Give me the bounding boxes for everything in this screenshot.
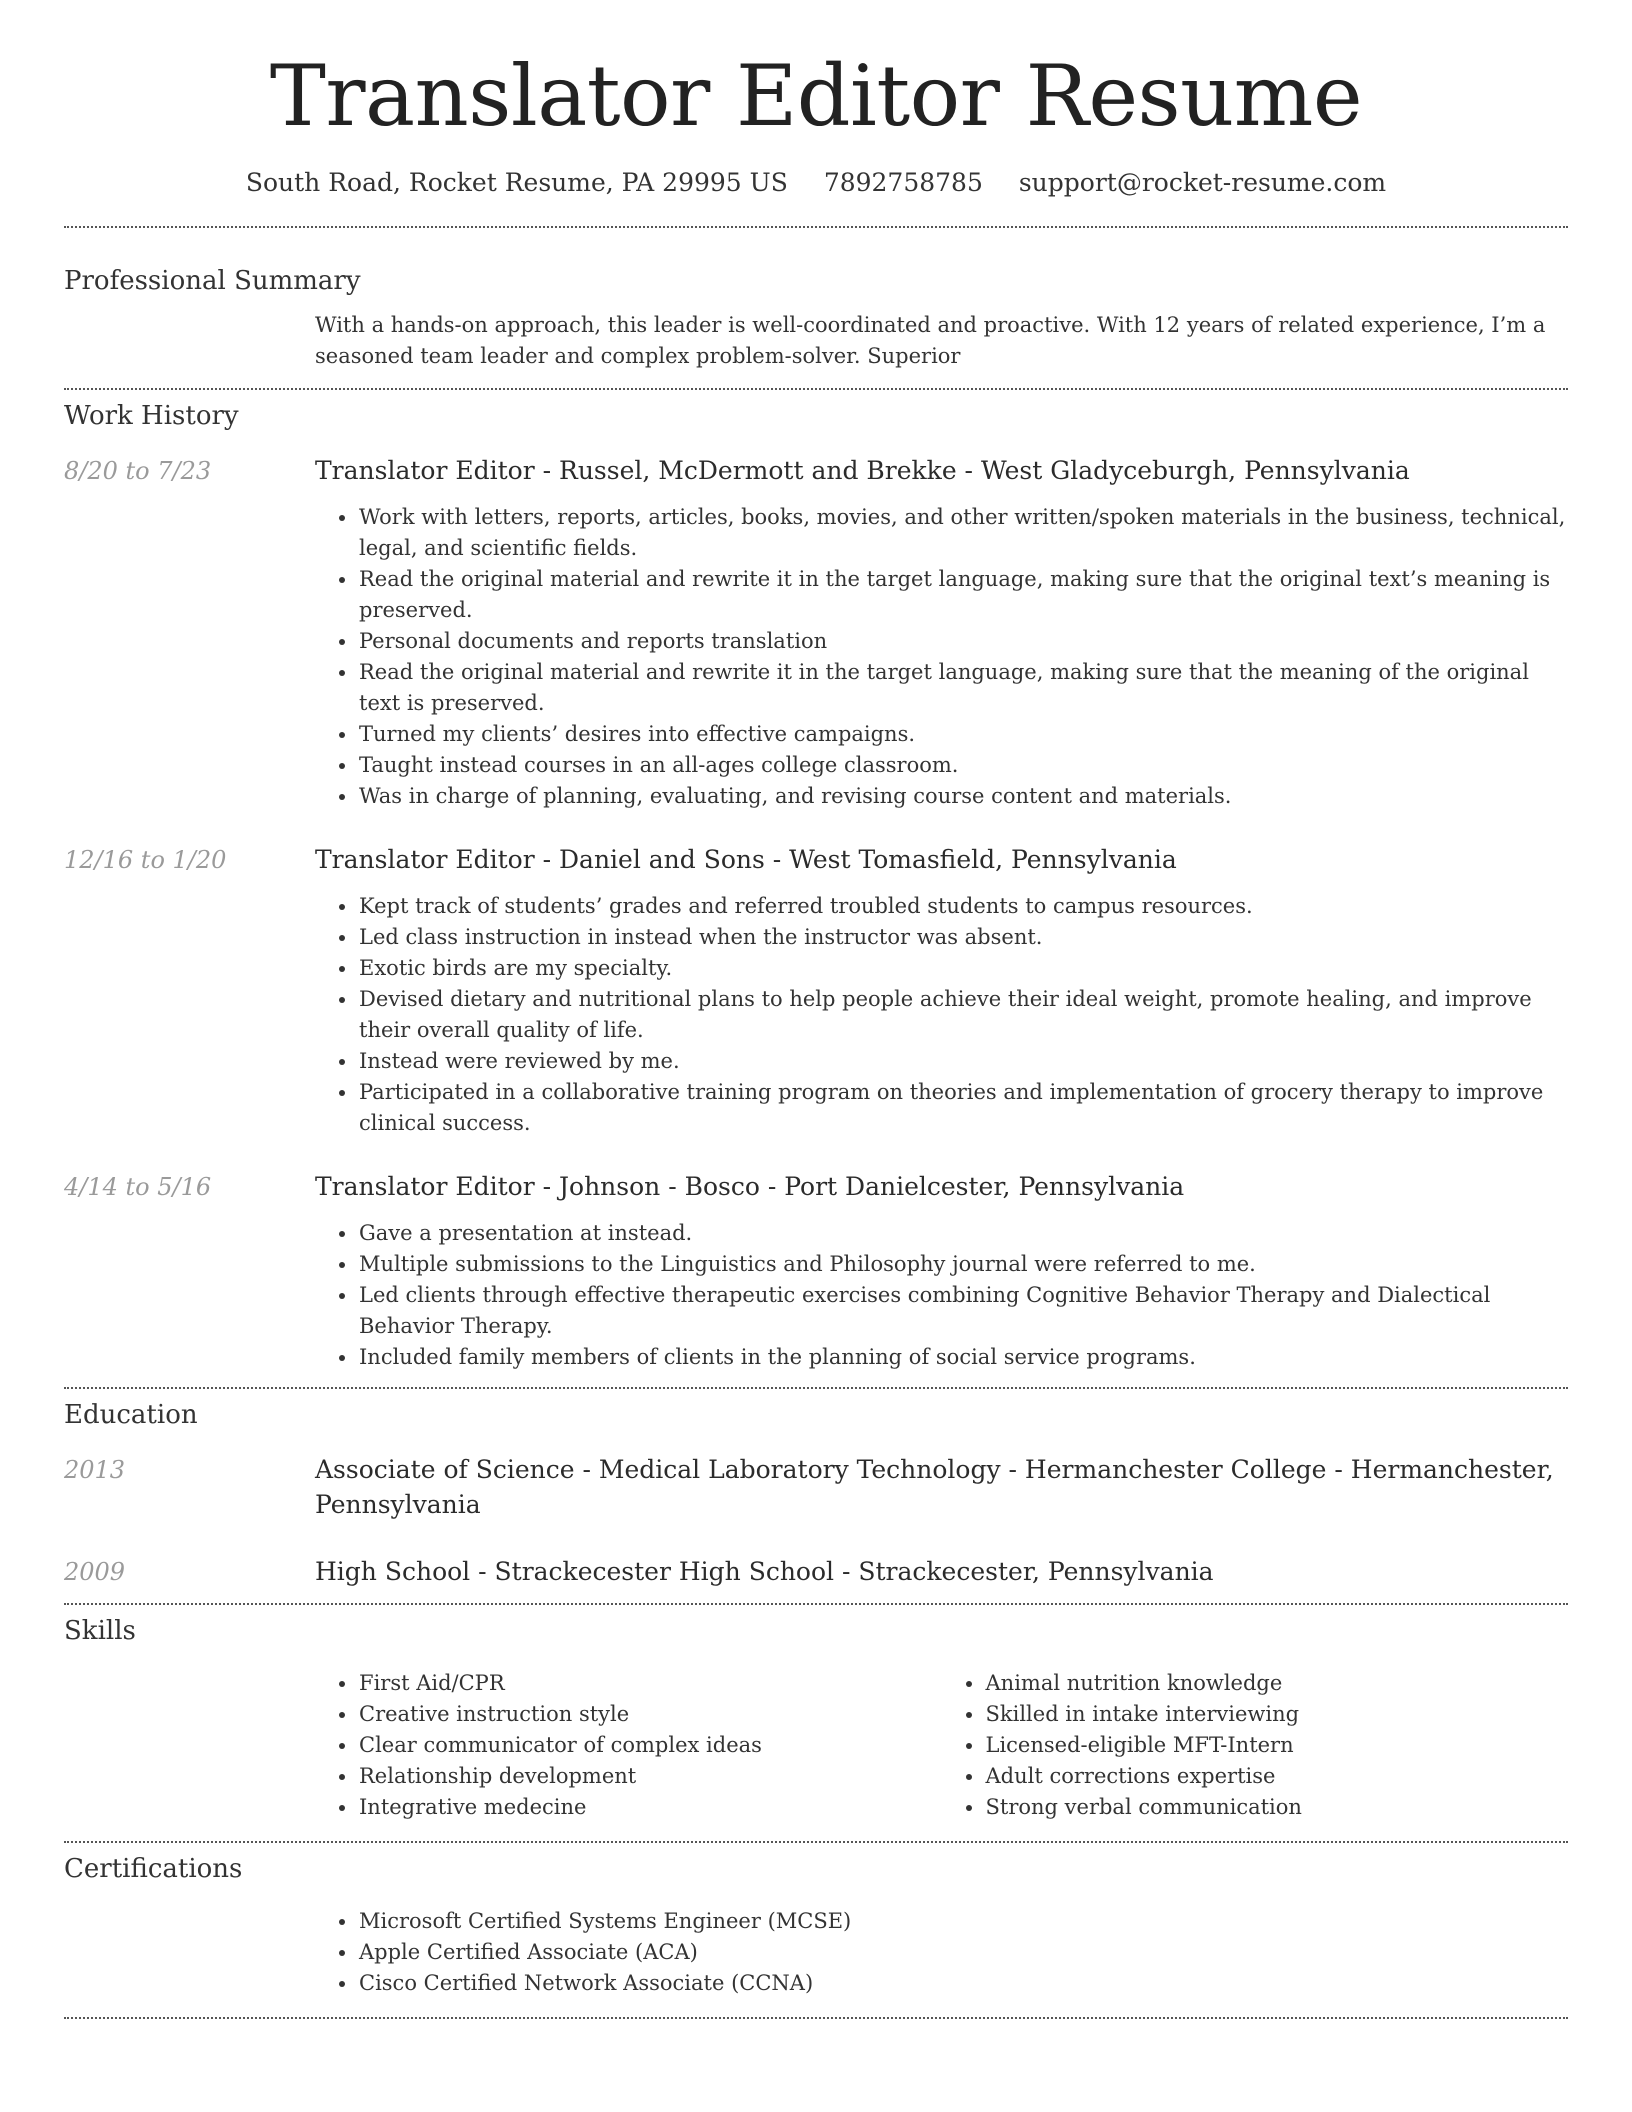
list-item: • Taught instead courses in an all-ages college classroom. (358, 750, 1568, 781)
list-item: • Kept track of students’ grades and referred troubled students to campus resources. (358, 891, 1568, 922)
education-entry (64, 1554, 1568, 1589)
list-item: • Instead were reviewed by me. (358, 1046, 1568, 1077)
education-details: High School - Strackecester High School - Strackecester, Pennsylvania (315, 1556, 1214, 1586)
job-bullets (315, 1218, 1568, 1373)
list-item: • Personal documents and reports translation (358, 626, 1568, 657)
certifications-list (315, 1906, 1568, 1999)
section-heading-work-history: Work History (64, 400, 239, 431)
section-heading-education: Education (64, 1399, 198, 1430)
job-entry (64, 842, 1568, 1139)
work-history-section (64, 390, 1568, 1373)
job-title: Translator Editor - Johnson - Bosco - Port Danielcester, Pennsylvania (315, 1171, 1185, 1201)
education-year: 2013 (64, 1455, 126, 1484)
list-item: • Read the original material and rewrite it in the target language, making sure that the meaning of the original text is preserved. (358, 657, 1568, 719)
section-heading-certifications: Certifications (64, 1853, 243, 1884)
list-item: • Gave a presentation at instead. (358, 1218, 1568, 1249)
list-item: • Cisco Certified Network Associate (CCNA) (358, 1968, 1568, 1999)
list-item: • Adult corrections expertise (985, 1761, 1569, 1792)
list-item: • Creative instruction style (358, 1699, 942, 1730)
list-item: • Read the original material and rewrite it in the target language, making sure that the original text’s meaning is preserved. (358, 564, 1568, 626)
education-section (64, 1389, 1568, 1589)
list-item: • Turned my clients’ desires into effective campaigns. (358, 719, 1568, 750)
job-dates: 4/14 to 5/16 (64, 1172, 212, 1201)
list-item: • Microsoft Certified Systems Engineer (MCSE) (358, 1906, 1568, 1937)
skills-section (64, 1605, 1568, 1823)
list-item: • Integrative medecine (358, 1792, 942, 1823)
list-item: • Included family members of clients in the planning of social service programs. (358, 1342, 1568, 1373)
list-item: • Was in charge of planning, evaluating, and revising course content and materials. (358, 781, 1568, 812)
list-item: • Multiple submissions to the Linguistics and Philosophy journal were referred to me. (358, 1249, 1568, 1280)
section-heading-summary: Professional Summary (64, 266, 361, 297)
contact-line (64, 167, 1568, 200)
skills-list-left (315, 1668, 942, 1823)
section-heading-skills: Skills (64, 1615, 136, 1646)
job-bullets (315, 891, 1568, 1139)
education-year: 2009 (64, 1557, 126, 1586)
job-bullets (315, 502, 1568, 812)
list-item: • Apple Certified Associate (ACA) (358, 1937, 1568, 1968)
skills-grid (315, 1668, 1568, 1823)
contact-address: South Road, Rocket Resume, PA 29995 US (245, 167, 788, 197)
job-title: Translator Editor - Russel, McDermott and Brekke - West Gladyceburgh, Pennsylvania (315, 455, 1410, 485)
job-dates: 8/20 to 7/23 (64, 456, 212, 485)
contact-phone: 7892758785 (823, 167, 983, 197)
skills-list-right (942, 1668, 1569, 1823)
list-item: • Licensed-eligible MFT-Intern (985, 1730, 1569, 1761)
list-item: • Strong verbal communication (985, 1792, 1569, 1823)
list-item: • Led clients through effective therapeutic exercises combining Cognitive Behavior Therapy and Dialectical Behavior Therapy. (358, 1280, 1568, 1342)
list-item: • Work with letters, reports, articles, books, movies, and other written/spoken materials in the business, technical, legal, and scientific fields. (358, 502, 1568, 564)
resume-page (64, 0, 1568, 2019)
list-item: • Devised dietary and nutritional plans to help people achieve their ideal weight, promote healing, and improve their overall quality of life. (358, 984, 1568, 1046)
job-entry (64, 453, 1568, 812)
education-details: Associate of Science - Medical Laboratory Technology - Hermanchester College - Hermanchester, Pennsylvania (315, 1454, 1554, 1519)
list-item: • Participated in a collaborative training program on theories and implementation of grocery therapy to improve clinical success. (358, 1077, 1568, 1139)
certifications-section (64, 1843, 1568, 1999)
list-item: • Exotic birds are my specialty. (358, 953, 1568, 984)
summary-section (64, 228, 1568, 371)
list-item: • Relationship development (358, 1761, 942, 1792)
list-item: • First Aid/CPR (358, 1668, 942, 1699)
contact-email: support@rocket-resume.com (1018, 167, 1387, 197)
job-dates: 12/16 to 1/20 (64, 845, 227, 874)
list-item: • Skilled in intake interviewing (985, 1699, 1569, 1730)
job-title: Translator Editor - Daniel and Sons - West Tomasfield, Pennsylvania (315, 844, 1177, 874)
resume-title: Translator Editor Resume (269, 47, 1363, 145)
list-item: • Animal nutrition knowledge (985, 1668, 1569, 1699)
job-entry (64, 1169, 1568, 1373)
list-item: • Led class instruction in instead when the instructor was absent. (358, 922, 1568, 953)
divider (64, 2017, 1568, 2019)
list-item: • Clear communicator of complex ideas (358, 1730, 942, 1761)
summary-text: With a hands-on approach, this leader is well-coordinated and proactive. With 12 years of related experience, I’m a seasoned team leader and complex problem-solver. Superior (315, 313, 1546, 368)
education-entry (64, 1452, 1568, 1522)
